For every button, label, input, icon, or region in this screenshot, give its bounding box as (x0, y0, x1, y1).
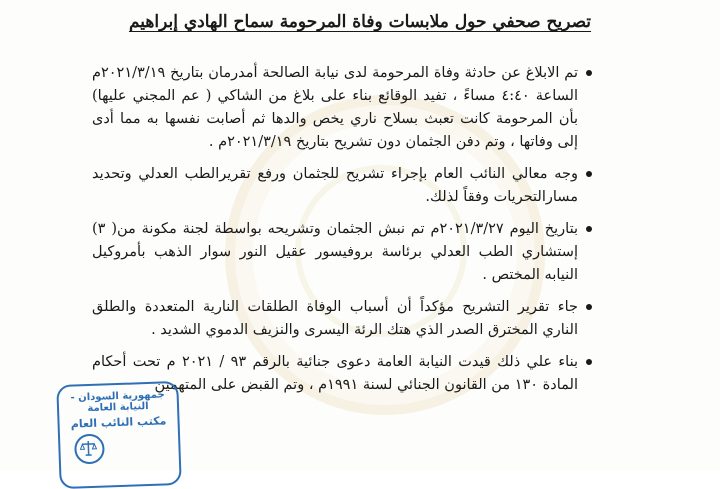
stamp-line-1: جمهورية السودان - النيابة العامة (59, 389, 178, 415)
paragraph-4: جاء تقرير التشريح مؤكداً أن أسباب الوفاة الطلقات النارية المتعددة والطلق الناري المخترق الصدر الذي هتك الرئة اليسرى والنزيف الدموي الشديد . (92, 296, 592, 342)
paragraph-5: بناء علي ذلك قيدت النيابة العامة دعوى جنائية بالرقم ٩٣ / ٢٠٢١ م تحت أحكام المادة ١٣٠ من القانون الجنائي لسنة ١٩٩١م ، وتم القبض على المتهمين (92, 351, 592, 397)
scales-of-justice-icon (74, 434, 105, 465)
document-body (92, 62, 592, 406)
document-title: تصريح صحفي حول ملابسات وفاة المرحومة سماح الهادي إبراهيم (0, 12, 720, 32)
paragraph-1: تم الابلاغ عن حادثة وفاة المرحومة لدى نيابة الصالحة أمدرمان بتاريخ ٢٠٢١/٣/١٩م الساعة ٤:٤٠ مساءً ، تفيد الوقائع بناء على بلاغ من الشاكي ( عم المجني عليها) بأن المرحومة كانت تعبث بسلاح ناري يخص والدها ثم أصابت نفسها به مما أدى إلى وفاتها ، وتم دفن الجثمان دون تشريح بتاريخ ٢٠٢١/٣/١٩م . (92, 62, 592, 154)
paragraph-2: وجه معالي النائب العام بإجراء تشريح للجثمان ورفع تقريرالطب العدلي وتحديد مسارالتحريات وفقاً لذلك. (92, 163, 592, 209)
official-stamp (56, 381, 182, 489)
paragraph-3: بتاريخ اليوم ٢٠٢١/٣/٢٧م تم نبش الجثمان وتشريحه بواسطة لجنة مكونة من( ٣) إستشاري الطب العدلي برئاسة بروفيسور عقيل النور سوار الذهب بأمروكيل النيابه المختص . (92, 218, 592, 287)
stamp-line-2: مكتب النائب العام (59, 414, 177, 431)
